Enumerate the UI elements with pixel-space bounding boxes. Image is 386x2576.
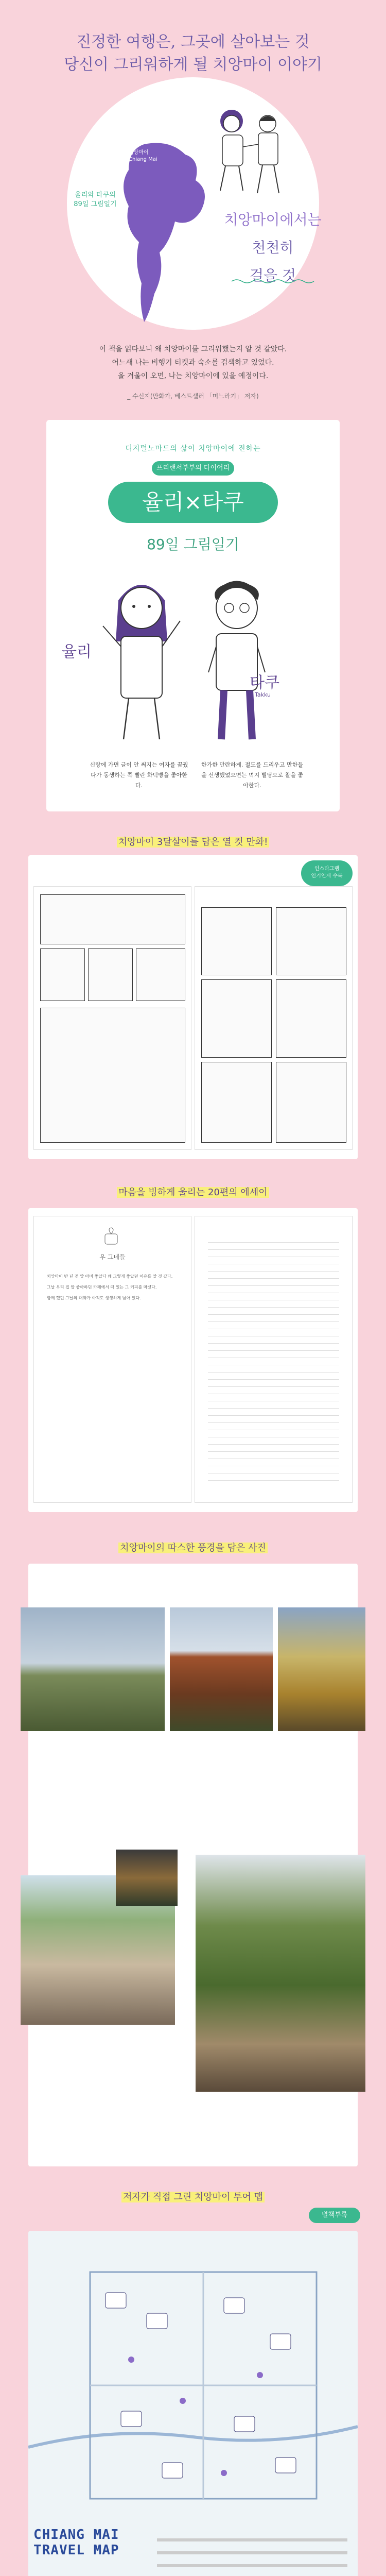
hero-badge: 율리와 타쿠의 89일 그림일기 [74, 191, 117, 208]
travel-map-illustration [28, 2231, 358, 2576]
card-days: 89일 그림일기 [147, 536, 239, 553]
wave-divider [232, 278, 319, 284]
yuri-name: 율리 [62, 643, 92, 661]
headline-line-1: 진정한 여행은, 그곳에 살아보는 것 [76, 33, 310, 51]
manga-section-heading: 치앙마이 3달살이를 담은 열 컷 만화! [0, 835, 386, 848]
map-section-heading: 저자가 직접 그린 치앙마이 투어 맵 [0, 2190, 386, 2203]
hero-title-line-2: 천천히 [252, 239, 294, 256]
taku-name-en: Takku [255, 691, 271, 698]
essay-page-right [195, 1216, 353, 1503]
hero-title-line-3: 걸을 것 [249, 267, 296, 284]
essay-text-block [208, 1237, 339, 1484]
recommendation-credit: _ 수신지(만화가, 베스트셀러 「며느라기」 저자) [127, 393, 259, 400]
photo-golden-pagoda [278, 1607, 365, 1731]
manga-page-left [33, 886, 191, 1150]
taku-character-illustration [193, 569, 280, 744]
map-title: CHIANG MAI TRAVEL MAP [33, 2527, 119, 2558]
essay-title: 우 그네들 [99, 1253, 126, 1261]
photo-temple-landscape [21, 1607, 165, 1731]
essay-pot-illustration [101, 1227, 121, 1247]
card-subtitle: 디지털노마드의 삶이 치앙마이에 전하는 [125, 445, 261, 453]
taku-description: 한가한 만란하게. 절도를 드리우고 만한들을 선생했었으면는 먹지 빌딩으로 찰을 좋아한다. [201, 761, 304, 789]
map-location-label: 치앙마이 Chiang Mai [129, 150, 157, 162]
yuri-description: 신랑에 가면 글이 안 써지는 여자를 꿈꿨다가 동생하는 쪽 빨란 화덕빵을 좋아한다. [90, 761, 188, 789]
photo-section-heading: 치앙마이의 따스한 풍경을 담은 사진 [0, 1540, 386, 1554]
essay-page-left [33, 1216, 191, 1503]
headline-line-2: 당신이 그리워하게 될 치앙마이 이야기 [64, 56, 322, 74]
photo-cafe-exterior [116, 1850, 178, 1906]
walking-couple-illustration [196, 103, 299, 206]
essay-section-heading: 마음을 빙하게 울리는 20편의 에세이 [0, 1185, 386, 1198]
card-tag: 프리랜서부부의 다이어리 [152, 461, 234, 476]
hero-title [216, 206, 329, 290]
hero-title-line-1: 치앙마이에서는 [224, 211, 322, 228]
hero-headline [0, 31, 386, 76]
photo-temple-roofs [170, 1607, 273, 1731]
map-tag: 별책부록 [309, 2208, 360, 2223]
photo-garden-house [196, 1855, 365, 2092]
card-title: 율리×타쿠 [108, 482, 278, 523]
yuri-character-illustration [98, 569, 185, 744]
essay-body-left: 치앙마이 반 년 전 알 아버 좋았다 왜 그렇게 좋았던 이유를 알 것 같다. 그날 우리 집 앞 좋아하던 카페에서 떠 있는 그 커피를 마셨다. 함께 했던 그날의 대화가 아직도 생생하게 남아 있다. [47, 1274, 173, 1300]
intro-text: 이 책을 읽다보니 왜 치앙마이를 그리워했는지 알 것 같았다. 어느새 나는 비행기 티켓과 숙소를 검색하고 있었다. 올 겨울이 오면, 나는 치앙마이에 있을 예정이다. [99, 345, 287, 380]
manga-page-right [195, 886, 353, 1150]
taku-name: 타쿠 [250, 674, 279, 692]
manga-badge: 인스타그램 인기연재 수록 [301, 860, 353, 886]
